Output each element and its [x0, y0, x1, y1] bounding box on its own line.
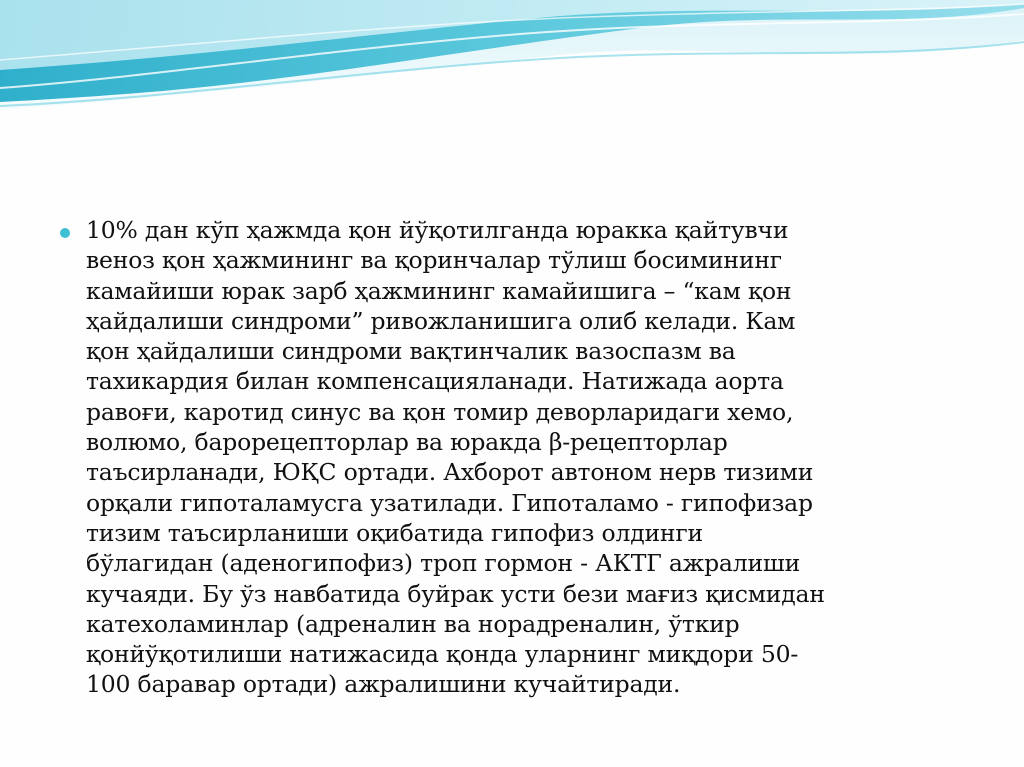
text-line: камайиши юрак зарб ҳажмининг камайишига – “кам қон — [86, 276, 792, 305]
text-line: волюмо, барорецепторлар ва юракда β-рецепторлар — [86, 428, 728, 457]
bullet-paragraph — [86, 215, 960, 700]
text-line: тахикардия билан компенсацияланади. Натижада аорта — [86, 367, 784, 396]
text-line: катехоламинлар (адреналин ва норадреналин, ўткир — [86, 609, 740, 638]
text-line: веноз қон ҳажмининг ва қоринчалар тўлиш босимининг — [86, 246, 782, 275]
bullet-item — [60, 215, 960, 700]
text-line: қонйўқотилиши натижасида қонда уларнинг миқдори 50- — [86, 640, 799, 669]
text-line: ҳайдалиши синдроми” ривожланишига олиб келади. Кам — [86, 306, 796, 335]
text-line: равоғи, каротид синус ва қон томир деворларидаги хемо, — [86, 397, 794, 426]
text-line: таъсирланади, ЮҚС ортади. Ахборот автоном нерв тизими — [86, 458, 814, 487]
text-line: тизим таъсирланиши оқибатида гипофиз олдинги — [86, 518, 703, 547]
text-line: 10% дан кўп ҳажмда қон йўқотилганда юракка қайтувчи — [86, 216, 789, 244]
wave-header-decoration — [0, 0, 1024, 120]
text-line: 100 баравар ортади) ажралишини кучайтиради. — [86, 670, 681, 699]
text-line: бўлагидан (аденогипофиз) троп гормон - АКТГ ажралиши — [86, 549, 801, 578]
text-line: кучаяди. Бу ўз навбатида буйрак усти бези мағиз қисмидан — [86, 579, 825, 608]
text-line: қон ҳайдалиши синдроми вақтинчалик вазоспазм ва — [86, 337, 736, 366]
slide-content — [60, 215, 960, 700]
text-line: орқали гипоталамусга узатилади. Гипоталамо - гипофизар — [86, 488, 813, 517]
bullet-dot-icon — [60, 228, 70, 238]
